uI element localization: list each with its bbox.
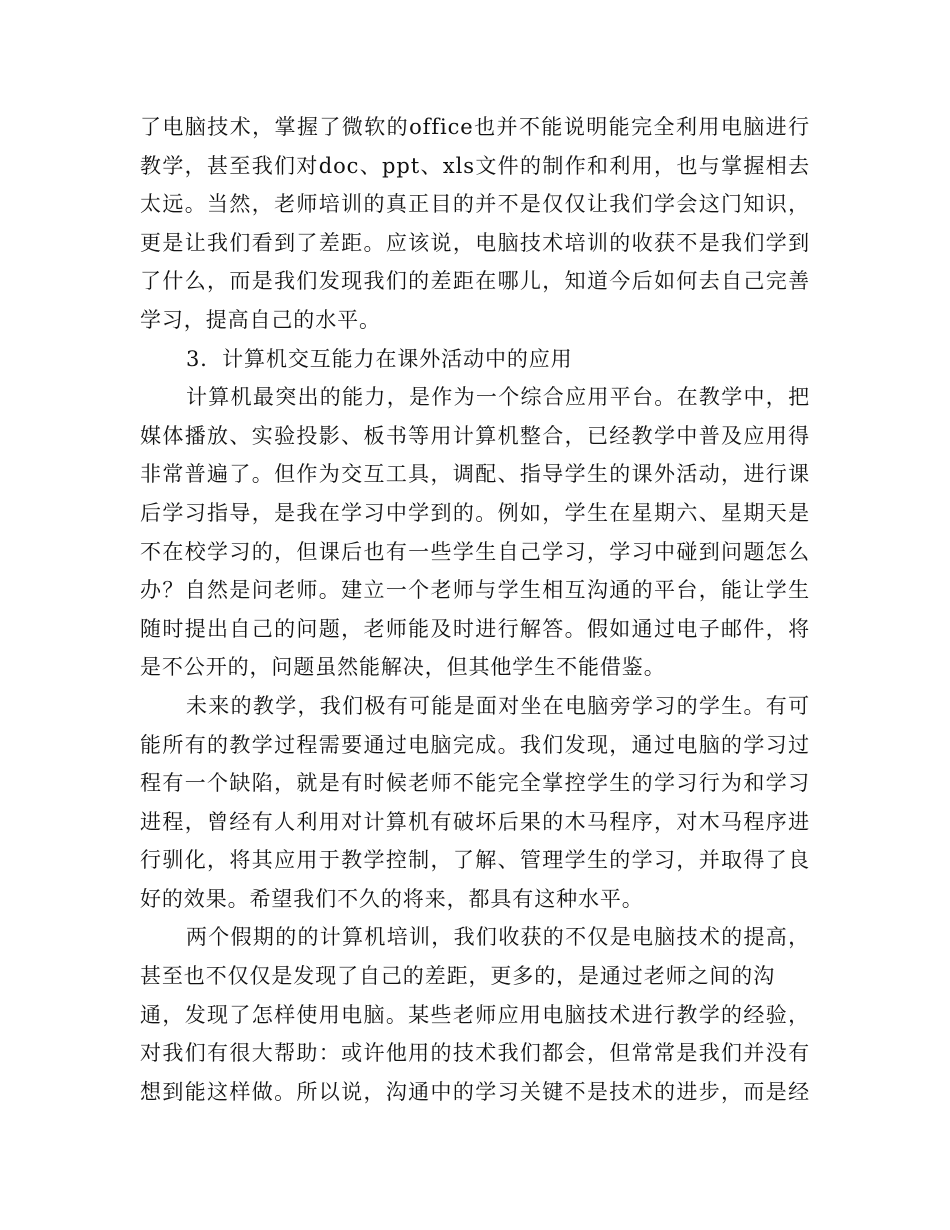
text-line-26: 想到能这样做。所以说，沟通中的学习关键不是技术的进步，而是经 xyxy=(140,1079,810,1104)
text-line-19: 进程，曾经有人利用对计算机有破坏后果的木马程序，对木马程序进 xyxy=(140,809,810,834)
text-line-9: 媒体播放、实验投影、板书等用计算机整合，已经教学中普及应用得 xyxy=(140,423,810,448)
text-line-10: 非常普遍了。但作为交互工具，调配、指导学生的课外活动，进行课 xyxy=(140,462,810,487)
text-line-8: 计算机最突出的能力，是作为一个综合应用平台。在教学中，把 xyxy=(186,385,810,410)
text-line-1: 了电脑技术，掌握了微软的office也并不能说明能完全利用电脑进行 xyxy=(140,115,810,139)
text-line-14: 随时提出自己的问题，老师能及时进行解答。假如通过电子邮件，将 xyxy=(140,616,810,641)
text-line-18: 程有一个缺陷，就是有时候老师不能完全掌控学生的学习行为和学习 xyxy=(140,771,810,796)
text-line-4: 更是让我们看到了差距。应该说，电脑技术培训的收获不是我们学到 xyxy=(140,230,810,255)
text-line-11: 后学习指导，是我在学习中学到的。例如，学生在星期六、星期天是 xyxy=(140,500,810,525)
text-line-24: 通，发现了怎样使用电脑。某些老师应用电脑技术进行教学的经验， xyxy=(140,1002,810,1027)
text-line-21: 好的效果。希望我们不久的将来，都具有这种水平。 xyxy=(140,886,644,911)
text-line-25: 对我们有很大帮助：或许他用的技术我们都会，但常常是我们并没有 xyxy=(140,1041,810,1066)
text-line-22: 两个假期的的计算机培训，我们收获的不仅是电脑技术的提高， xyxy=(186,925,810,950)
text-line-13: 办？自然是问老师。建立一个老师与学生相互沟通的平台，能让学生 xyxy=(140,578,810,603)
text-line-23: 甚至也不仅仅是发现了自己的差距，更多的，是通过老师之间的沟 xyxy=(140,964,776,989)
text-line-2: 教学，甚至我们对doc、ppt、xls文件的制作和利用，也与掌握相去 xyxy=(140,153,810,178)
text-line-16: 未来的教学，我们极有可能是面对坐在电脑旁学习的学生。有可 xyxy=(186,693,810,718)
text-line-17: 能所有的教学过程需要通过电脑完成。我们发现，通过电脑的学习过 xyxy=(140,732,810,757)
document-body xyxy=(140,108,810,1111)
section-heading: 3．计算机交互能力在课外活动中的应用 xyxy=(186,346,573,371)
text-line-5: 了什么，而是我们发现我们的差距在哪儿，知道今后如何去自己完善 xyxy=(140,269,810,294)
text-line-15: 是不公开的，问题虽然能解决，但其他学生不能借鉴。 xyxy=(140,655,666,680)
text-line-3: 太远。当然，老师培训的真正目的并不是仅仅让我们学会这门知识， xyxy=(140,192,810,217)
text-line-12: 不在校学习的，但课后也有一些学生自己学习，学习中碰到问题怎么 xyxy=(140,539,810,564)
text-line-20: 行驯化，将其应用于教学控制，了解、管理学生的学习，并取得了良 xyxy=(140,848,810,873)
text-line-6: 学习，提高自己的水平。 xyxy=(140,307,381,332)
